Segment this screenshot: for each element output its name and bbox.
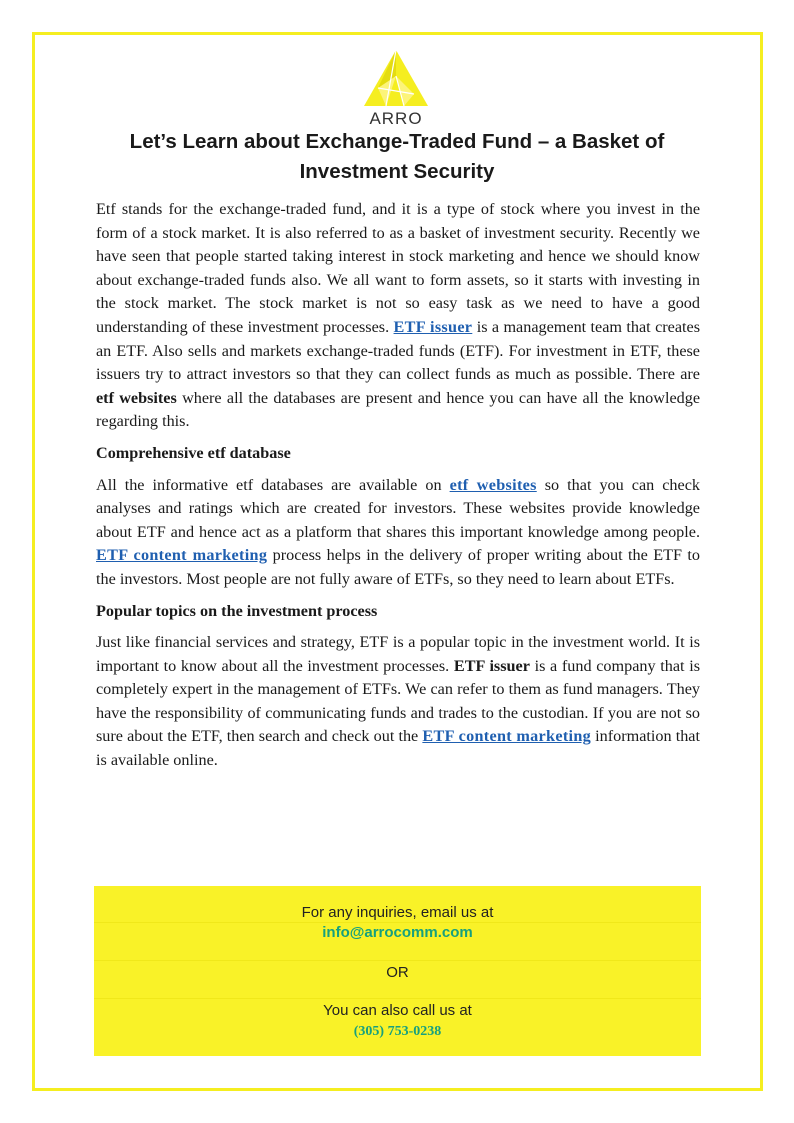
section-heading-database: Comprehensive etf database [96,443,291,462]
email-link[interactable]: info@arrocomm.com [322,924,473,941]
page-title: Let’s Learn about Exchange-Traded Fund – a Basket of Investment Security [129,130,665,183]
contact-box [94,886,701,1056]
logo-text: ARRO [369,109,423,126]
article-body [96,198,700,781]
phone-number[interactable]: (305) 753-0238 [353,1024,442,1039]
phone-prompt: You can also call us at [323,1002,472,1019]
etf-issuer-link[interactable]: ETF issuer [393,317,473,336]
etf-websites-link[interactable]: etf websites [449,475,537,494]
email-prompt: For any inquiries, email us at [301,904,494,921]
topics-paragraph: Just like financial services and strategy, ETF is a popular topic in the investment world. It is important to know about all the investment processes. ETF issuer is a fund company that is completely expert in the management of ETFs. We can refer to them as fund managers. They have the responsibility of communicating funds and trades to the custodian. If you are not so sure about the ETF, then search and check out the ETF content marketing information that is available online. [96,633,700,770]
or-separator: OR [386,964,409,981]
arro-logo [356,48,436,126]
database-paragraph: All the informative etf databases are available on etf websites so that you can check analyses and ratings which are created for investors. These websites provide knowledge about ETF and hence act as a platform that shares this important knowledge among people. ETF content marketing process helps in the delivery of proper writing about the ETF to the investors. Most people are not fully aware of ETFs, so they need to learn about ETFs. [96,475,700,588]
etf-content-marketing-link[interactable]: ETF content marketing [96,546,268,565]
intro-paragraph: Etf stands for the exchange-traded fund, and it is a type of stock where you invest in the form of a stock market. It is also referred to as a basket of investment security. Recently we have seen that people started taking interest in stock marketing and hence we should know about exchange-traded funds also. We all want to form assets, so it starts with investing in the stock market. The stock market is not so easy task as we need to have a good understanding of these investment processes. ETF issuer is a management team that creates an ETF. Also sells and markets exchange-traded funds (ETF). For investment in ETF, these issuers try to attract investors so that they can collect funds as much as possible. There are etf websites where all the databases are present and hence you can have all the knowledge regarding this. [96,200,700,431]
etf-content-marketing-link-2[interactable]: ETF content marketing [422,727,592,746]
section-heading-topics: Popular topics on the investment process [96,601,378,620]
